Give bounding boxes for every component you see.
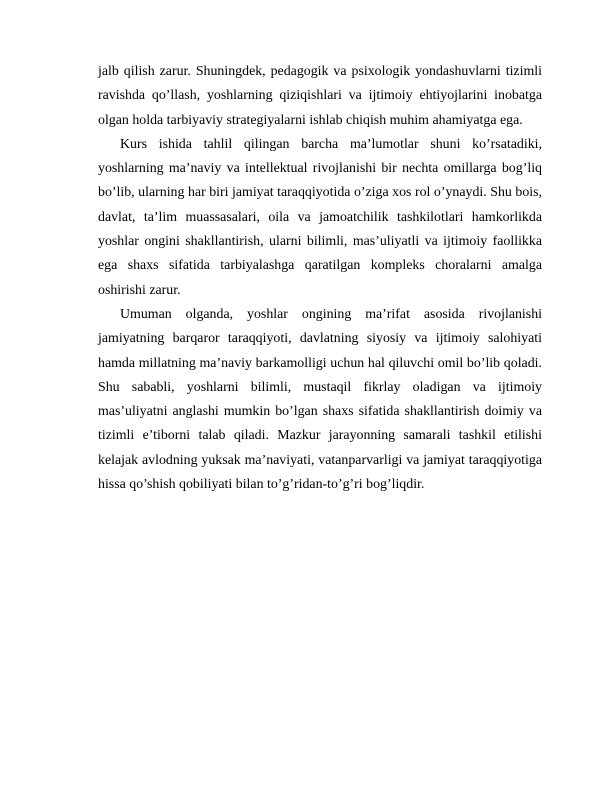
paragraph-2: Kurs ishida tahlil qilingan barcha ma’lumotlar shuni ko’rsatadiki, yoshlarning ma’naviy va intellektual rivojlanishi bir nechta omillarga bog’liq bo’lib, ularning har biri jamiyat taraqqiyotida o’ziga xos rol o’ynaydi. Shu bois, davlat, ta’lim muassasalari, oila va jamoatchilik tashkilotlari hamkorlikda yoshlar ongini shakllantirish, ularni bilimli, mas’uliyatli va ijtimoiy faollikka ega shaxs sifatida tarbiyalashga qaratilgan kompleks choralarni amalga oshirishi zarur. xyxy=(98,136,542,298)
body-text xyxy=(98,60,542,497)
paragraph-3: Umuman olganda, yoshlar ongining ma’rifat asosida rivojlanishi jamiyatning barqaror taraqqiyoti, davlatning siyosiy va ijtimoiy salohiyati hamda millatning ma’naviy barkamolligi uchun hal qiluvchi omil bo’lib qoladi. Shu sababli, yoshlarni bilimli, mustaqil fikrlay oladigan va ijtimoiy mas’uliyatni anglashi mumkin bo’lgan shaxs sifatida shakllantirish doimiy va tizimli e’tiborni talab qiladi. Mazkur jarayonning samarali tashkil etilishi kelajak avlodning yuksak ma’naviyati, vatanparvarligi va jamiyat taraqqiyotiga hissa qo’shish qobiliyati bilan to’g’ridan-to’g’ri bog’liqdir. xyxy=(98,306,542,493)
paragraph-1: jalb qilish zarur. Shuningdek, pedagogik va psixologik yondashuvlarni tizimli ravishda qo’llash, yoshlarning qiziqishlari va ijtimoiy ehtiyojlarini inobatga olgan holda tarbiyaviy strategiyalarni ishlab chiqish muhim ahamiyatga ega. xyxy=(98,64,542,128)
